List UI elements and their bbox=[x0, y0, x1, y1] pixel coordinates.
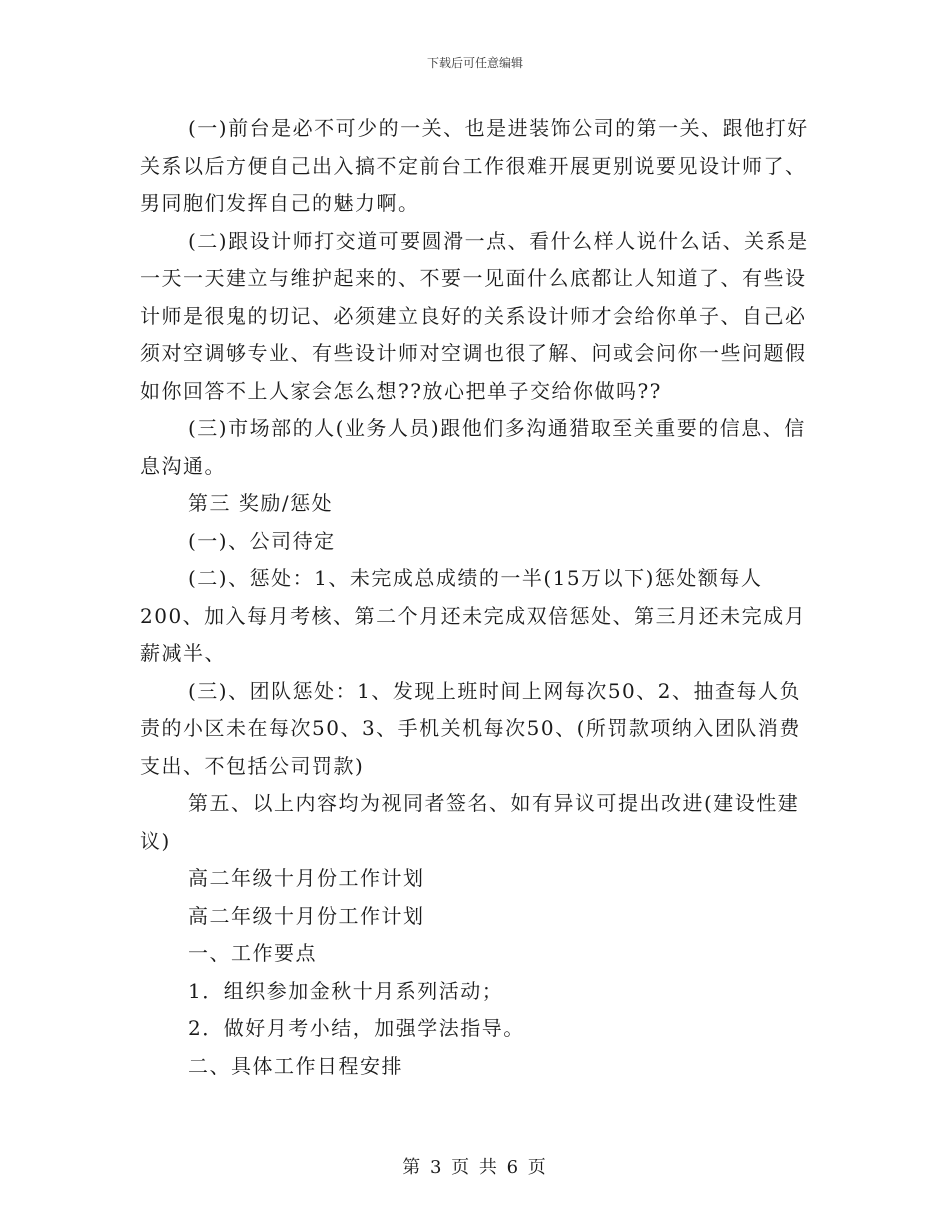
section-heading-schedule: 二、具体工作日程安排 bbox=[188, 1053, 403, 1078]
paragraph-front-desk: (一)前台是必不可少的一关、也是进装饰公司的第一关、跟他打好关系以后方便自己出入搞不定前台工作很难开展更别说要见设计师了、男同胞们发挥自己的魅力啊。 bbox=[140, 116, 809, 215]
section-heading-key-points: 一、工作要点 bbox=[188, 941, 317, 965]
paragraph-team-penalty: (三)、团队惩处：1、发现上班时间上网每次50、2、抽查每人负责的小区未在每次50、3、手机关机每次50、(所罚款项纳入团队消费支出、不包括公司罚款) bbox=[140, 678, 802, 778]
plan-title-repeat: 高二年级十月份工作计划 bbox=[188, 903, 425, 928]
page-number: 第 3 页 共 6 页 bbox=[402, 1157, 548, 1178]
section-heading-rewards: 第三 奖励/惩处 bbox=[188, 491, 334, 515]
paragraph-designer-relations: (二)跟设计师打交道可要圆滑一点、看什么样人说什么话、关系是一天一天建立与维护起来的、不要一见面什么底都让人知道了、有些设计师是很鬼的切记、必须建立良好的关系设计师才会给你单子、自己必须对空调够专业、有些设计师对空调也很了解、问或会问你一些问题假如你回答不上人家会怎么想??放心把单子交给你做吗?? bbox=[140, 228, 809, 403]
paragraph-marketing-dept: (三)市场部的人(业务人员)跟他们多沟通猎取至关重要的信息、信息沟通。 bbox=[140, 416, 806, 478]
list-item-activities: 1．组织参加金秋十月系列活动； bbox=[188, 978, 504, 1003]
paragraph-penalty: (二)、惩处：1、未完成总成绩的一半(15万以下)惩处额每人200、加入每月考核、第二个月还未完成双倍惩处、第三月还未完成月薪减半、 bbox=[140, 566, 807, 665]
header-note: 下载后可任意编辑 bbox=[426, 56, 523, 70]
document-body bbox=[140, 110, 820, 1085]
paragraph-company-tbd: (一)、公司待定 bbox=[188, 528, 336, 553]
plan-title: 高二年级十月份工作计划 bbox=[188, 866, 425, 890]
list-item-monthly-summary: 2．做好月考小结，加强学法指导。 bbox=[188, 1016, 525, 1040]
paragraph-signature-note: 第五、以上内容均为视同者签名、如有异议可提出改进(建设性建议) bbox=[140, 791, 800, 853]
